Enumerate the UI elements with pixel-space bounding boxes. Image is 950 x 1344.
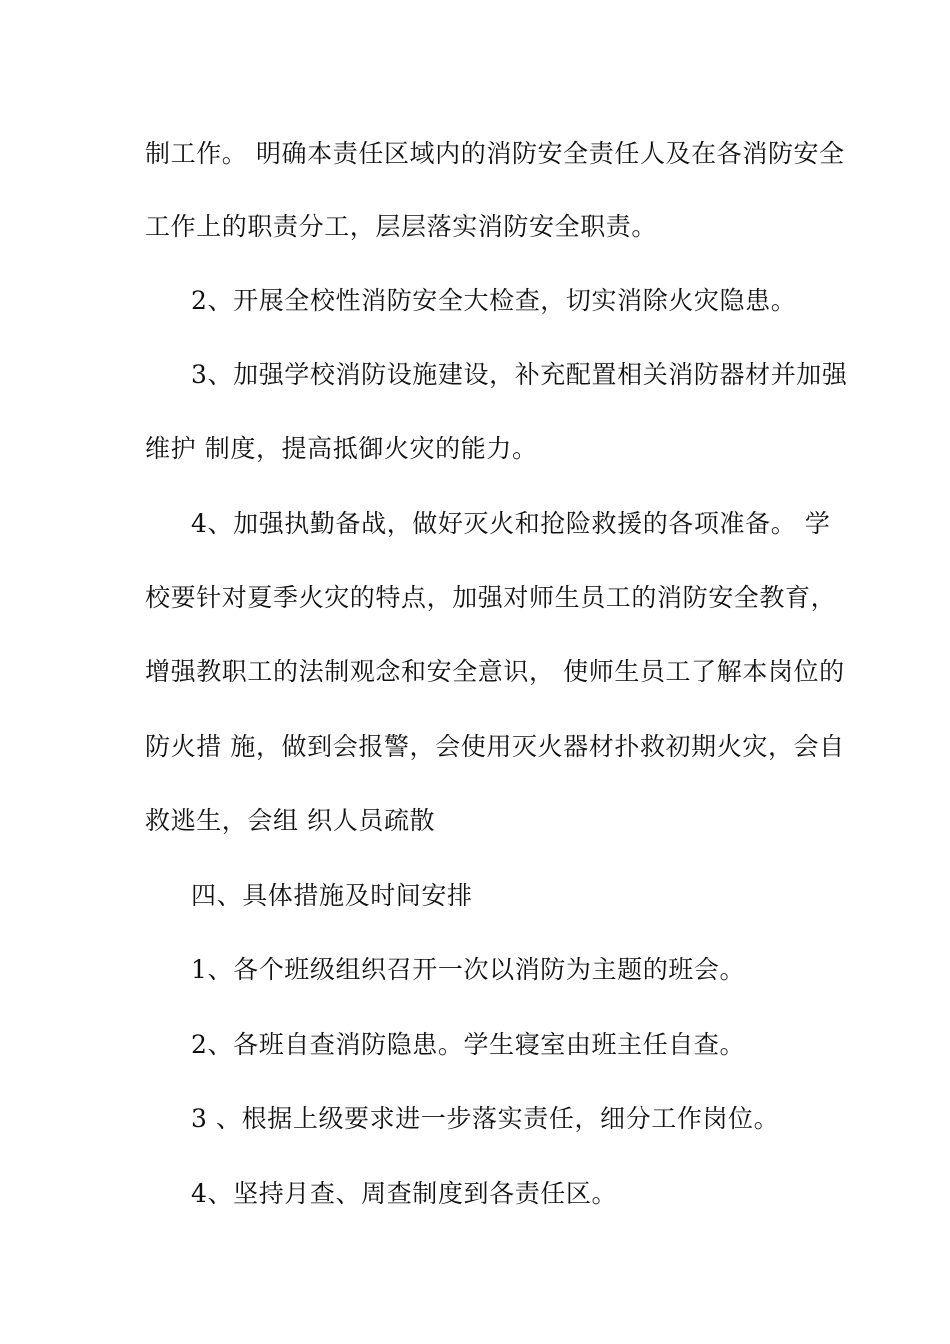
list-item-line: 2、各班自查消防隐患。学生寝室由班主任自查。 xyxy=(191,1030,746,1059)
body-text-line: 增强教职工的法制观念和安全意识， 使师生员工了解本岗位的 xyxy=(145,657,845,686)
list-item-line: 3 、根据上级要求进一步落实责任，细分工作岗位。 xyxy=(191,1104,780,1133)
list-item-line: 1、各个班级组织召开一次以消防为主题的班会。 xyxy=(191,955,746,984)
body-text-line: 防火措 施，做到会报警，会使用灭火器材扑救初期火灾，会自 xyxy=(145,732,845,761)
list-item-line: 2、开展全校性消防安全大检查，切实消除火灾隐患。 xyxy=(191,286,797,315)
body-text-line: 制工作。 明确本责任区域内的消防安全责任人及在各消防安全 xyxy=(145,139,845,168)
section-heading: 四、具体措施及时间安排 xyxy=(191,881,473,910)
list-item-line: 4、坚持月查、周查制度到各责任区。 xyxy=(191,1179,618,1208)
body-text-line: 救逃生，会组 织人员疏散 xyxy=(145,806,436,835)
list-item-line: 3、加强学校消防设施建设，补充配置相关消防器材并加强 xyxy=(191,360,848,389)
body-text-line: 工作上的职责分工，层层落实消防安全职责。 xyxy=(145,212,658,241)
body-text-line: 维护 制度，提高抵御火灾的能力。 xyxy=(145,434,538,463)
list-item-line: 4、加强执勤备战，做好灭火和抢险救援的各项准备。 学 xyxy=(191,509,831,538)
body-text-line: 校要针对夏季火灾的特点，加强对师生员工的消防安全教育， xyxy=(145,583,837,612)
